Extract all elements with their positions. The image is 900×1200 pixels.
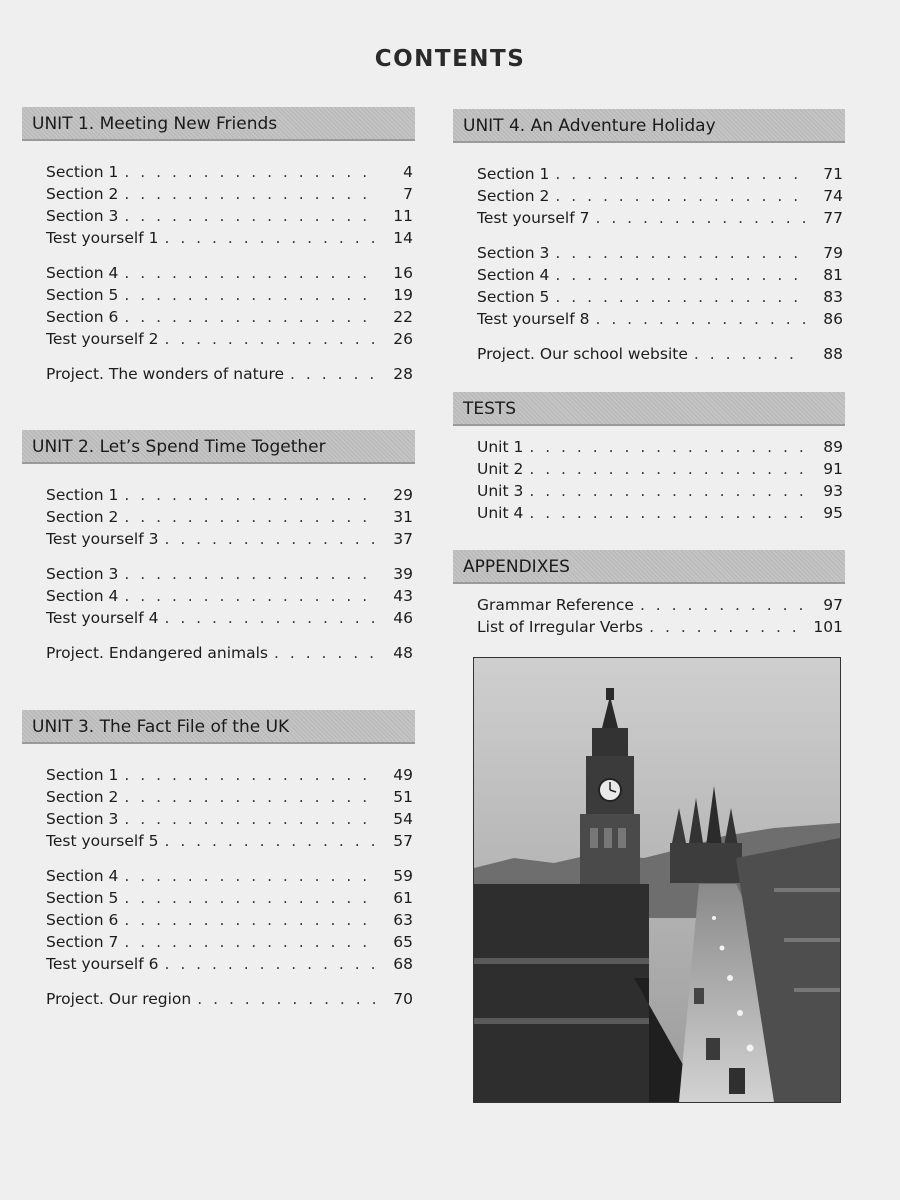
toc-entry-page-number: 61 [393,889,413,907]
toc-entry-label: Unit 4 [477,504,524,522]
dot-leader [124,185,375,203]
toc-entry-test-yourself-4[interactable] [46,609,413,631]
toc-entry-section-2[interactable] [46,508,413,530]
toc-entry-label: Section 5 [46,286,119,304]
unit-header: UNIT 4. An Adventure Holiday [453,109,845,143]
toc-entry-label: Section 2 [46,508,119,526]
toc-entry-label: Grammar Reference [477,596,634,614]
toc-entry-unit-3[interactable] [477,482,843,504]
toc-entry-label: Test yourself 2 [46,330,159,348]
dot-leader [124,308,375,326]
dot-leader [124,766,375,784]
toc-entry-label: Project. Our region [46,990,192,1008]
dot-leader [529,460,805,478]
toc-entry-page-number: 77 [823,209,843,227]
toc-entry-section-5[interactable] [477,288,843,310]
toc-entry-section-2[interactable] [477,187,843,209]
dot-leader [164,955,375,973]
toc-entry-page-number: 79 [823,244,843,262]
dot-leader [124,264,375,282]
toc-entry-label: Test yourself 8 [477,310,590,328]
toc-entry-unit-1[interactable] [477,438,843,460]
toc-entry-project-the-wonders-of-nature[interactable] [46,365,413,387]
toc-entry-unit-4[interactable] [477,504,843,526]
dot-leader [164,609,375,627]
toc-entry-label: Section 4 [46,587,119,605]
toc-entry-grammar-reference[interactable] [477,596,843,618]
toc-entry-section-1[interactable] [46,766,413,788]
dot-leader [290,365,375,383]
group-spacer [46,977,413,990]
group-spacer [46,352,413,365]
toc-entry-page-number: 86 [823,310,843,328]
toc-entry-page-number: 71 [823,165,843,183]
toc-entry-page-number: 68 [393,955,413,973]
toc-entry-page-number: 101 [813,618,843,636]
group-spacer [46,631,413,644]
toc-entry-label: Section 5 [46,889,119,907]
toc-entry-page-number: 31 [393,508,413,526]
toc-entry-label: Section 2 [46,788,119,806]
toc-entry-label: Section 2 [46,185,119,203]
toc-entries [22,486,415,666]
toc-entry-page-number: 51 [393,788,413,806]
toc-entry-page-number: 4 [403,163,413,181]
toc-entry-page-number: 29 [393,486,413,504]
toc-entry-label: Unit 2 [477,460,524,478]
toc-entry-section-4[interactable] [477,266,843,288]
page-title: CONTENTS [374,46,526,72]
dot-leader [164,832,375,850]
toc-entry-section-4[interactable] [46,867,413,889]
toc-entry-label: Section 3 [46,565,119,583]
dot-leader [124,889,375,907]
toc-entries [453,438,845,526]
toc-entry-test-yourself-3[interactable] [46,530,413,552]
toc-entries [453,596,845,640]
dot-leader [555,244,805,262]
toc-entry-section-3[interactable] [477,244,843,266]
toc-entry-label: Section 1 [46,486,119,504]
toc-entry-label: Section 3 [46,810,119,828]
toc-entry-page-number: 19 [393,286,413,304]
toc-entry-section-3[interactable] [46,810,413,832]
toc-entry-page-number: 74 [823,187,843,205]
dot-leader [274,644,375,662]
toc-entry-label: Section 1 [46,163,119,181]
city-street-photo [473,657,841,1103]
dot-leader [649,618,805,636]
toc-entry-page-number: 93 [823,482,843,500]
toc-entry-label: Section 4 [46,867,119,885]
unit-header: TESTS [453,392,845,426]
toc-entry-page-number: 48 [393,644,413,662]
toc-entry-page-number: 39 [393,565,413,583]
toc-entry-page-number: 28 [393,365,413,383]
toc-entry-page-number: 14 [393,229,413,247]
toc-entry-section-1[interactable] [46,486,413,508]
toc-entry-page-number: 11 [393,207,413,225]
unit-2-block [22,430,415,666]
dot-leader [529,438,805,456]
unit-header: UNIT 3. The Fact File of the UK [22,710,415,744]
toc-entries [22,163,415,387]
toc-entry-page-number: 91 [823,460,843,478]
toc-entries [453,165,845,367]
toc-entry-page-number: 88 [823,345,843,363]
toc-entry-page-number: 59 [393,867,413,885]
dot-leader [595,209,805,227]
toc-entry-section-2[interactable] [46,185,413,207]
toc-entry-label: Section 2 [477,187,550,205]
toc-entry-section-6[interactable] [46,308,413,330]
dot-leader [164,530,375,548]
toc-entry-page-number: 54 [393,810,413,828]
toc-entry-label: Section 3 [477,244,550,262]
dot-leader [124,587,375,605]
toc-entry-page-number: 81 [823,266,843,284]
toc-entry-page-number: 89 [823,438,843,456]
toc-entry-label: Test yourself 7 [477,209,590,227]
unit-header: UNIT 2. Let’s Spend Time Together [22,430,415,464]
group-spacer [477,231,843,244]
toc-entry-page-number: 65 [393,933,413,951]
toc-entry-label: Test yourself 3 [46,530,159,548]
group-spacer [46,251,413,264]
group-spacer [46,552,413,565]
dot-leader [164,330,375,348]
dot-leader [124,788,375,806]
toc-entry-page-number: 16 [393,264,413,282]
toc-entry-page-number: 22 [393,308,413,326]
toc-entry-section-1[interactable] [46,163,413,185]
dot-leader [164,229,375,247]
toc-entry-page-number: 49 [393,766,413,784]
toc-entry-section-4[interactable] [46,264,413,286]
group-spacer [46,854,413,867]
group-spacer [477,332,843,345]
toc-entry-project-our-school-website[interactable] [477,345,843,367]
dot-leader [640,596,805,614]
unit-header: UNIT 1. Meeting New Friends [22,107,415,141]
dot-leader [124,565,375,583]
toc-entry-section-2[interactable] [46,788,413,810]
dot-leader [124,508,375,526]
toc-entry-test-yourself-7[interactable] [477,209,843,231]
appendixes-block [453,550,845,640]
dot-leader [124,933,375,951]
dot-leader [694,345,805,363]
toc-entry-label: Section 6 [46,911,119,929]
toc-entry-label: Section 3 [46,207,119,225]
toc-entry-label: Test yourself 6 [46,955,159,973]
toc-entry-page-number: 97 [823,596,843,614]
toc-entry-section-3[interactable] [46,207,413,229]
toc-entry-label: Unit 1 [477,438,524,456]
dot-leader [555,187,805,205]
toc-entry-label: Section 1 [477,165,550,183]
toc-entry-label: Section 5 [477,288,550,306]
toc-entry-section-7[interactable] [46,933,413,955]
dot-leader [124,207,375,225]
dot-leader [555,288,805,306]
dot-leader [529,504,805,522]
toc-entry-label: Project. The wonders of nature [46,365,285,383]
dot-leader [555,165,805,183]
toc-entry-unit-2[interactable] [477,460,843,482]
toc-entry-list-of-irregular-verbs[interactable] [477,618,843,640]
unit-1-block [22,107,415,387]
dot-leader [124,810,375,828]
toc-entry-project-endangered-animals[interactable] [46,644,413,666]
toc-entry-test-yourself-8[interactable] [477,310,843,332]
toc-entry-project-our-region[interactable] [46,990,413,1012]
dot-leader [595,310,805,328]
dot-leader [197,990,375,1008]
toc-entry-label: Section 4 [46,264,119,282]
toc-entry-test-yourself-6[interactable] [46,955,413,977]
dot-leader [124,911,375,929]
toc-entry-page-number: 43 [393,587,413,605]
toc-entry-test-yourself-1[interactable] [46,229,413,251]
toc-entry-label: Section 7 [46,933,119,951]
dot-leader [124,867,375,885]
toc-entry-page-number: 37 [393,530,413,548]
dot-leader [124,486,375,504]
toc-entry-page-number: 63 [393,911,413,929]
toc-entry-section-5[interactable] [46,286,413,308]
toc-entry-section-4[interactable] [46,587,413,609]
dot-leader [124,286,375,304]
unit-4-block [453,109,845,367]
toc-entry-page-number: 46 [393,609,413,627]
toc-entry-label: Test yourself 4 [46,609,159,627]
toc-entry-test-yourself-2[interactable] [46,330,413,352]
toc-entry-label: List of Irregular Verbs [477,618,644,636]
toc-entry-section-3[interactable] [46,565,413,587]
toc-entry-label: Unit 3 [477,482,524,500]
toc-entry-section-1[interactable] [477,165,843,187]
toc-entry-label: Section 1 [46,766,119,784]
toc-entry-page-number: 57 [393,832,413,850]
toc-entry-section-6[interactable] [46,911,413,933]
toc-entry-test-yourself-5[interactable] [46,832,413,854]
tests-block [453,392,845,526]
dot-leader [124,163,375,181]
toc-entry-section-5[interactable] [46,889,413,911]
toc-entry-label: Project. Endangered animals [46,644,268,662]
toc-entry-page-number: 95 [823,504,843,522]
toc-entry-page-number: 26 [393,330,413,348]
toc-entry-page-number: 70 [393,990,413,1008]
toc-entry-label: Test yourself 5 [46,832,159,850]
unit-3-block [22,710,415,1012]
dot-leader [555,266,805,284]
toc-entry-label: Project. Our school website [477,345,688,363]
unit-header: APPENDIXES [453,550,845,584]
dot-leader [529,482,805,500]
toc-entry-label: Test yourself 1 [46,229,159,247]
toc-entries [22,766,415,1012]
toc-entry-label: Section 6 [46,308,119,326]
toc-entry-page-number: 7 [403,185,413,203]
toc-entry-page-number: 83 [823,288,843,306]
toc-entry-label: Section 4 [477,266,550,284]
